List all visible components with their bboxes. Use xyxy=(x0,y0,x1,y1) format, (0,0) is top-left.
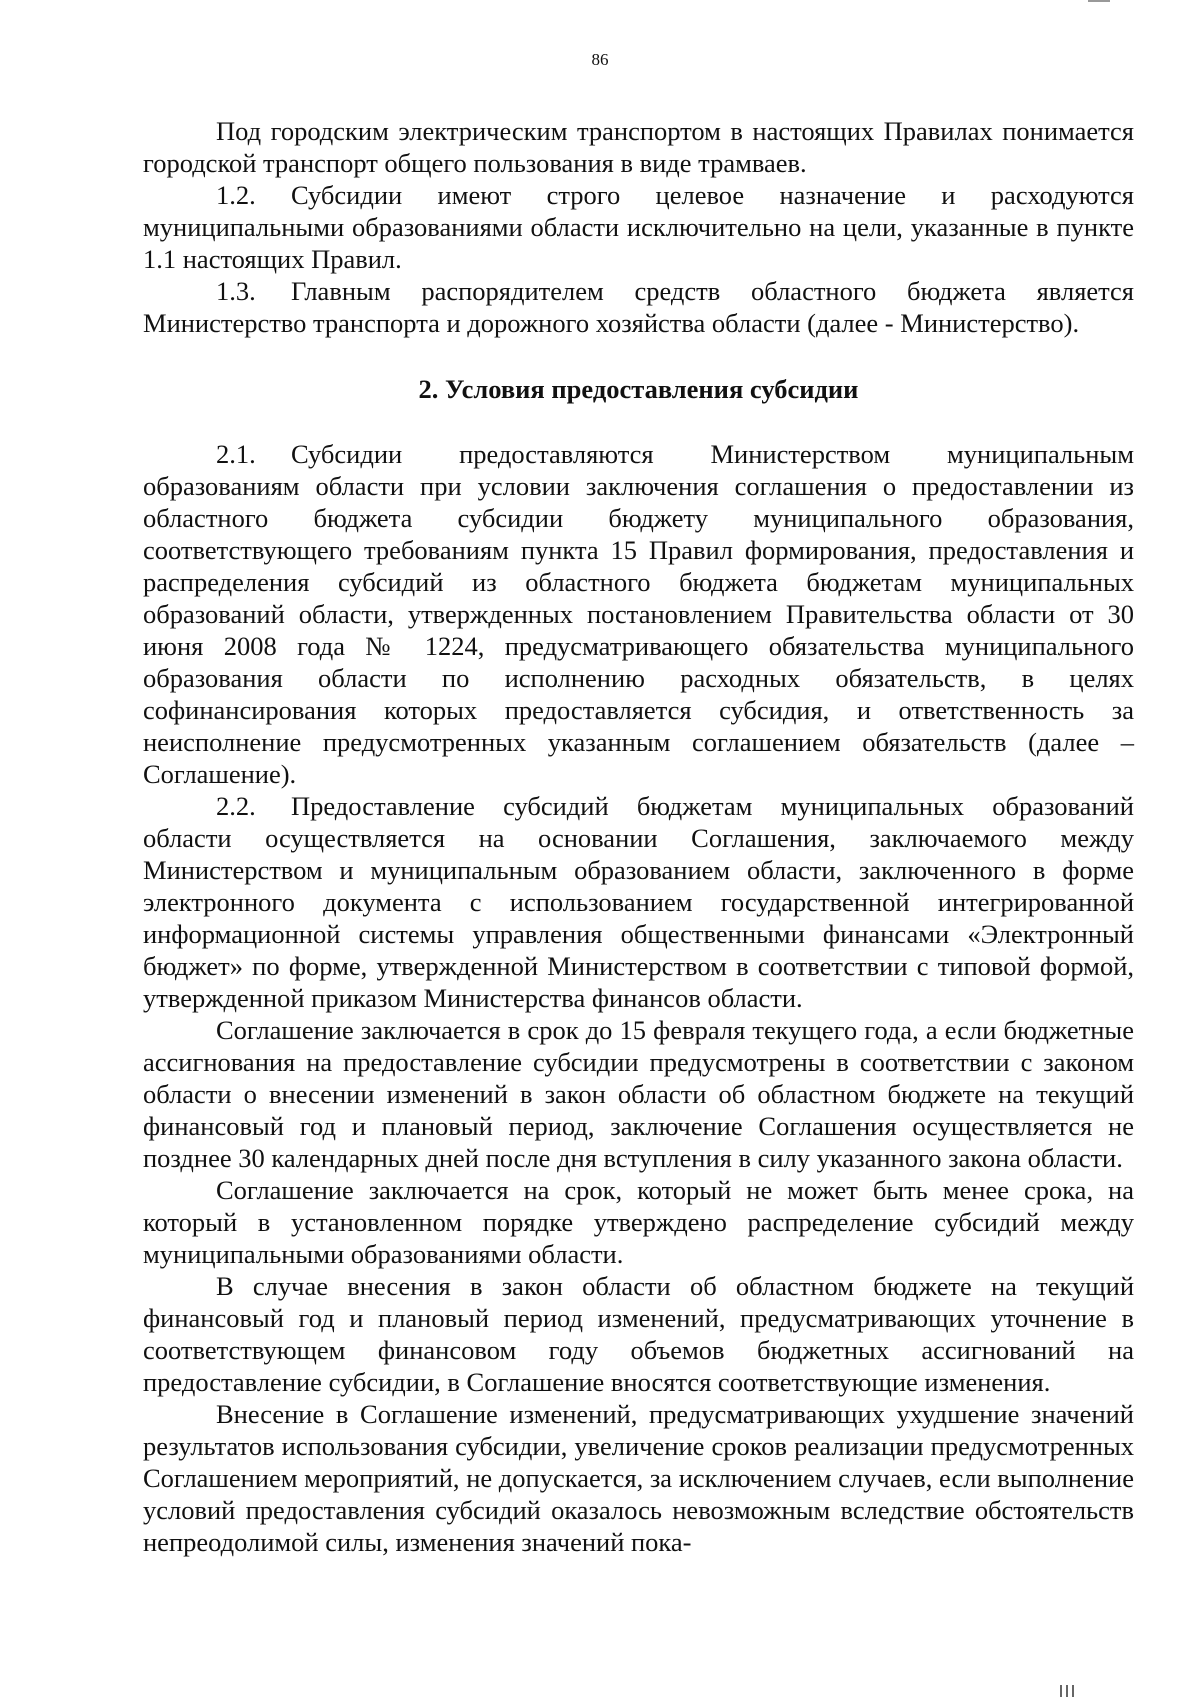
paragraph-text: Субсидии имеют строго целевое назначение и расходуются муниципальными образованиями области исключительно на цели, указанные в пункте 1.1 настоящих Правил. xyxy=(143,180,1134,274)
paragraph xyxy=(143,179,1134,275)
paragraph xyxy=(143,1174,1134,1270)
paragraph-text: Соглашение заключается в срок до 15 февраля текущего года, а если бюджетные ассигнования на предоставление субсидии предусмотрены в соответствии с законом области о внесении изменений в закон области об областном бюджете на текущий финансовый год и плановый период, заключение Соглашения осуществляется не позднее 30 календарных дней после дня вступления в силу указанного закона области. xyxy=(143,1015,1134,1173)
section-heading: 2. Условия предоставления субсидии xyxy=(418,374,859,404)
paragraph xyxy=(143,1270,1134,1398)
paragraph-text: Под городским электрическим транспортом в настоящих Правилах понимается городской транспорт общего пользования в виде трамваев. xyxy=(143,116,1134,178)
paragraph-text: Соглашение заключается на срок, который не может быть менее срока, на который в установленном порядке утверждено распределение субсидий между муниципальными образованиями области. xyxy=(143,1175,1134,1269)
document-body xyxy=(143,115,1134,1558)
paragraph-text: Предоставление субсидий бюджетам муниципальных образований области осуществляется на основании Соглашения, заключаемого между Министерством и муниципальным образованием области, заключенного в форме электронного документа с использованием государственной интегрированной информационной системы управления общественными финансами «Электронный бюджет» по форме, утвержденной Министерством в соответствии с типовой формой, утвержденной приказом Министерства финансов области. xyxy=(143,791,1134,1013)
clause-number: 1.2. xyxy=(216,180,256,210)
paragraph-text: Главным распорядителем средств областного бюджета является Министерство транспорта и дорожного хозяйства области (далее - Министерство). xyxy=(143,276,1134,338)
paragraph xyxy=(143,790,1134,1014)
clauses-section-1 xyxy=(143,115,1134,339)
paragraph-text: В случае внесения в закон области об областном бюджете на текущий финансовый год и плановый период изменений, предусматривающих уточнение в соответствующем финансовом году объемов бюджетных ассигнований на предоставление субсидии, в Соглашение вносятся соответствующие изменения. xyxy=(143,1271,1134,1397)
paragraph xyxy=(143,275,1134,339)
paragraph-text: Субсидии предоставляются Министерством муниципальным образованиям области при условии заключения соглашения о предоставлении из областного бюджета субсидии бюджету муниципального образования, соответствующего требованиям пункта 15 Правил формирования, предоставления и распределения субсидий из областного бюджета бюджетам муниципальных образований области, утвержденных постановлением Правительства области от 30 июня 2008 года № 1224, предусматривающего обязательства муниципального образования области по исполнению расходных обязательств, в целях софинансирования которых предоставляется субсидия, и ответственность за неисполнение предусмотренных указанным соглашением обязательств (далее – Соглашение). xyxy=(143,439,1134,789)
paragraph-text: Внесение в Соглашение изменений, предусматривающих ухудшение значений результатов использования субсидии, увеличение сроков реализации предусмотренных Соглашением мероприятий, не допускается, за исключением случаев, если выполнение условий предоставления субсидий оказалось невозможным вследствие обстоятельств непреодолимой силы, изменения значений пока- xyxy=(143,1399,1134,1557)
scan-artifact-bottom xyxy=(1060,1685,1090,1697)
paragraph xyxy=(143,438,1134,790)
paragraph xyxy=(143,115,1134,179)
scan-artifact-top xyxy=(1088,0,1110,6)
page-number: 86 xyxy=(591,50,609,69)
clause-number: 1.3. xyxy=(216,276,256,306)
paragraph xyxy=(143,1398,1134,1558)
clauses-section-2 xyxy=(143,438,1134,1558)
clause-number: 2.1. xyxy=(216,439,256,469)
clause-number: 2.2. xyxy=(216,791,256,821)
paragraph xyxy=(143,1014,1134,1174)
